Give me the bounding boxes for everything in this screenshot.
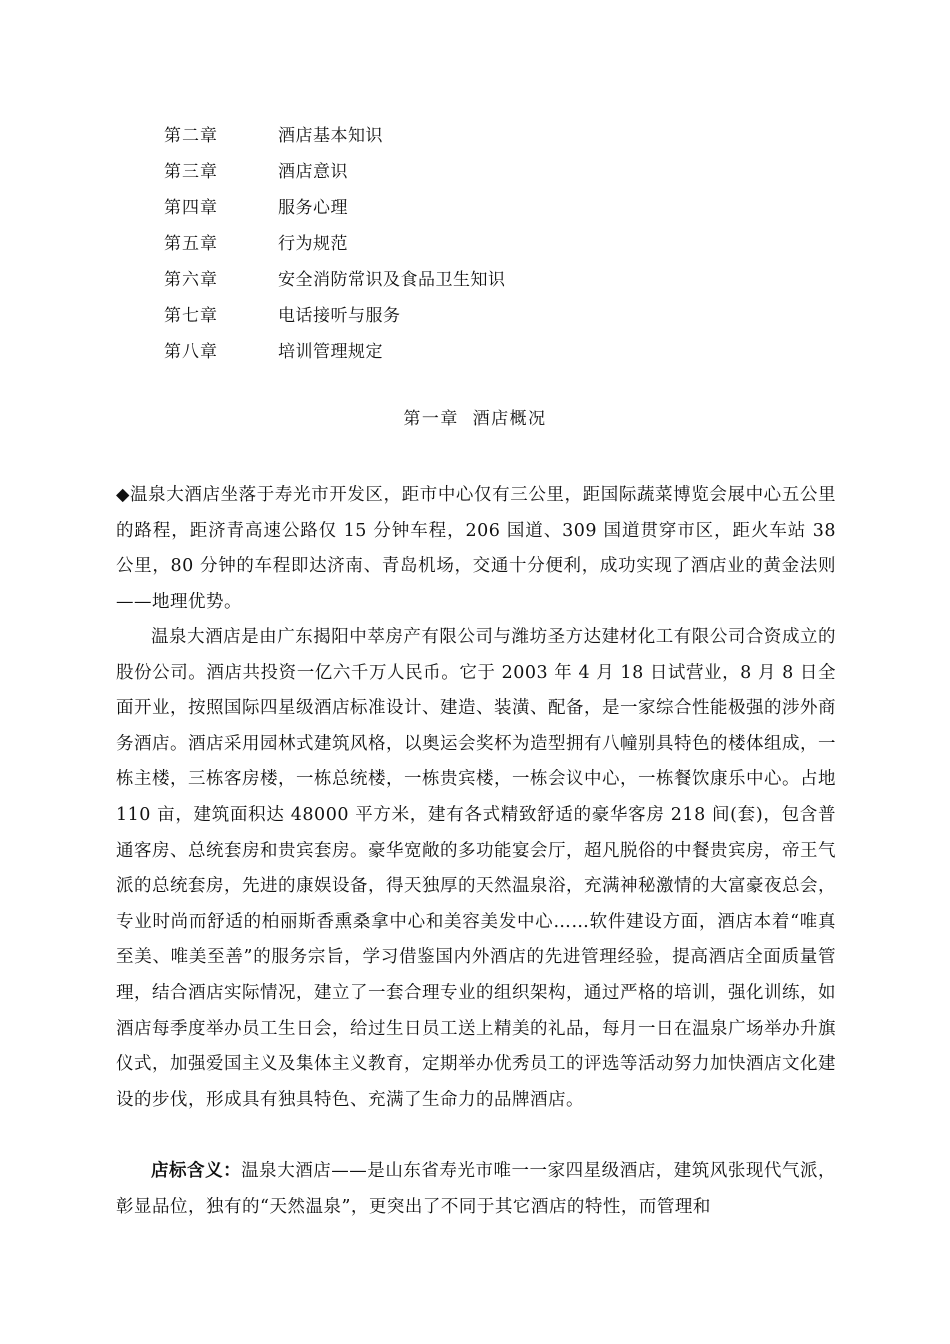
toc-chapter-number: 第二章 <box>164 126 218 146</box>
paragraph-logo-meaning <box>116 1154 836 1225</box>
toc-chapter-title: 酒店基本知识 <box>278 126 383 146</box>
toc-chapter-title: 行为规范 <box>278 234 348 254</box>
toc-chapter-title: 酒店意识 <box>278 162 348 182</box>
toc-entry <box>164 154 506 190</box>
toc-entry <box>164 334 506 370</box>
logo-meaning-label: 店标含义： <box>151 1161 242 1181</box>
toc-chapter-number: 第八章 <box>164 342 218 362</box>
paragraph-introduction: 温泉大酒店是由广东揭阳中萃房产有限公司与潍坊圣方达建材化工有限公司合资成立的股份公司。酒店共投资一亿六千万人民币。它于 2003 年 4 月 18 日试营业，8 月 8 日全面开业，按照国际四星级酒店标准设计、建造、装潢、配备，是一家综合性能极强的涉外商务酒店。酒店采用园林式建筑风格，以奥运会奖杯为造型拥有八幢别具特色的楼体组成，一栋主楼，三栋客房楼，一栋总统楼，一栋贵宾楼，一栋会议中心，一栋餐饮康乐中心。占地 110 亩，建筑面积达 48000 平方米，建有各式精致舒适的豪华客房 218 间(套)，包含普通客房、总统套房和贵宾套房。豪华宽敞的多功能宴会厅，超凡脱俗的中餐贵宾房，帝王气派的总统套房，先进的康娱设备，得天独厚的天然温泉浴，充满神秘激情的大富豪夜总会，专业时尚而舒适的柏丽斯香熏桑拿中心和美容美发中心……软件建设方面，酒店本着“唯真至美、唯美至善”的服务宗旨，学习借鉴国内外酒店的先进管理经验，提高酒店全面质量管理，结合酒店实际情况，建立了一套合理专业的组织架构，通过严格的培训，强化训练，如酒店每季度举办员工生日会，给过生日员工送上精美的礼品，每月一日在温泉广场举办升旗仪式，加强爱国主义及集体主义教育，定期举办优秀员工的评选等活动努力加快酒店文化建设的步伐，形成具有独具特色、充满了生命力的品牌酒店。 <box>116 627 836 1110</box>
toc-chapter-number: 第三章 <box>164 162 218 182</box>
chapter-heading: 第一章 酒店概况 <box>403 409 547 429</box>
toc-chapter-title: 服务心理 <box>278 198 348 218</box>
toc-chapter-title: 培训管理规定 <box>278 342 383 362</box>
toc-entry <box>164 298 506 334</box>
toc-entry <box>164 118 506 154</box>
toc-chapter-title: 安全消防常识及食品卫生知识 <box>278 270 506 290</box>
toc-chapter-number: 第五章 <box>164 234 218 254</box>
toc-chapter-number: 第七章 <box>164 306 218 326</box>
toc-chapter-number: 第四章 <box>164 198 218 218</box>
logo-meaning-text: 温泉大酒店——是山东省寿光市唯一一家四星级酒店，建筑风张现代气派，彰显品位，独有的“天然温泉”，更突出了不同于其它酒店的特性，而管理和 <box>116 1161 836 1217</box>
table-of-contents <box>164 118 506 370</box>
toc-entry <box>164 226 506 262</box>
toc-chapter-number: 第六章 <box>164 270 218 290</box>
toc-entry <box>164 262 506 298</box>
toc-entry <box>164 190 506 226</box>
paragraph-location: ◆温泉大酒店坐落于寿光市开发区，距市中心仅有三公里，距国际蔬菜博览会展中心五公里的路程，距济青高速公路仅 15 分钟车程，206 国道、309 国道贯穿市区，距火车站 38 公里，80 分钟的车程即达济南、青岛机场，交通十分便利，成功实现了酒店业的黄金法则——地理优势。 <box>116 485 836 612</box>
toc-chapter-title: 电话接听与服务 <box>278 306 401 326</box>
